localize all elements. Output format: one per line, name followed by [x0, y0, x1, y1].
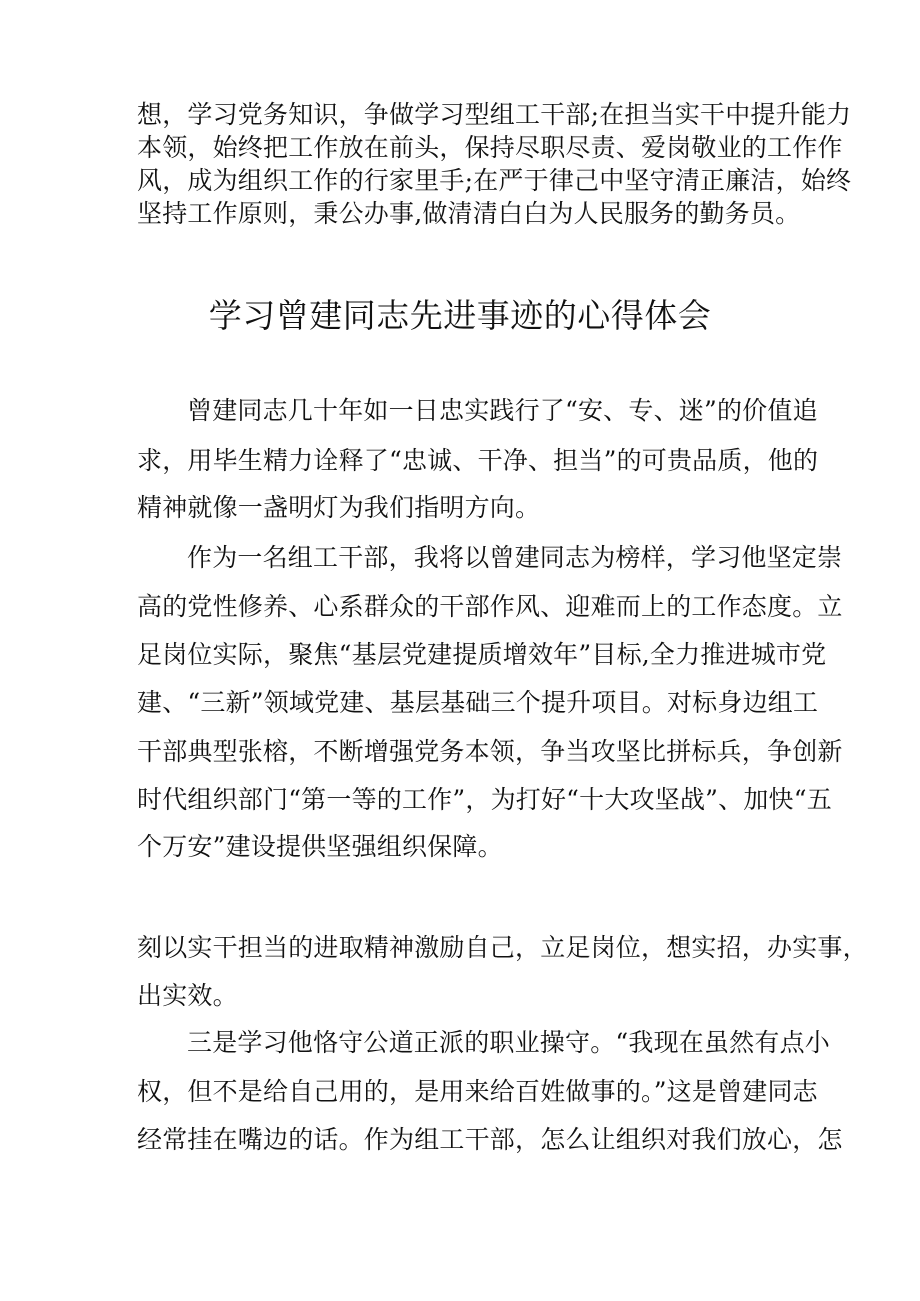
paragraph-line: 出实效。 [137, 981, 238, 1010]
paragraph-line: 精神就像一盏明灯为我们指明方向。 [137, 493, 541, 522]
intro-line: 本领，始终把工作放在前头，保持尽职尽责、爱岗敬业的工作作 [137, 133, 843, 162]
paragraph-line: 经常挂在嘴边的话。作为组工干部，怎么让组织对我们放心，怎 [137, 1125, 843, 1154]
paragraph-line: 个万安”建设提供坚强组织保障。 [137, 832, 503, 861]
intro-line: 想，学习党务知识，争做学习型组工干部;在担当实干中提升能力 [137, 100, 852, 129]
paragraph-line: 建、“三新”领域党建、基层基础三个提升项目。对标身边组工 [137, 688, 819, 717]
paragraph-line: 求，用毕生精力诠释了“忠诚、干净、担当”的可贵品质，他的 [137, 446, 819, 475]
paragraph-line: 曾建同志几十年如一日忠实践行了“安、专、迷”的价值追 [187, 396, 818, 425]
paragraph-line: 时代组织部门“第一等的工作”，为打好“十大攻坚战”、加快“五 [137, 785, 832, 814]
paragraph-line: 高的党性修养、心系群众的干部作风、迎难而上的工作态度。立 [137, 592, 843, 621]
document-title: 学习曾建同志先进事迹的心得体会 [208, 296, 712, 335]
paragraph-line: 足岗位实际，聚焦“基层党建提质增效年”目标,全力推进城市党 [137, 640, 827, 669]
paragraph-line: 刻以实干担当的进取精神激励自己，立足岗位，想实招，办实事， [137, 933, 868, 962]
intro-line: 坚持工作原则，秉公办事,做清清白白为人民服务的勤务员。 [137, 199, 801, 228]
paragraph-line: 作为一名组工干部，我将以曾建同志为榜样，学习他坚定崇 [187, 543, 843, 572]
paragraph-line: 干部典型张榕，不断增强党务本领，争当攻坚比拼标兵，争创新 [137, 737, 843, 766]
intro-line: 风，成为组织工作的行家里手;在严于律己中坚守清正廉洁，始终 [137, 166, 852, 195]
paragraph-line: 三是学习他恪守公道正派的职业操守。“我现在虽然有点小 [187, 1028, 830, 1057]
paragraph-line: 权，但不是给自己用的，是用来给百姓做事的。”这是曾建同志 [137, 1077, 818, 1106]
